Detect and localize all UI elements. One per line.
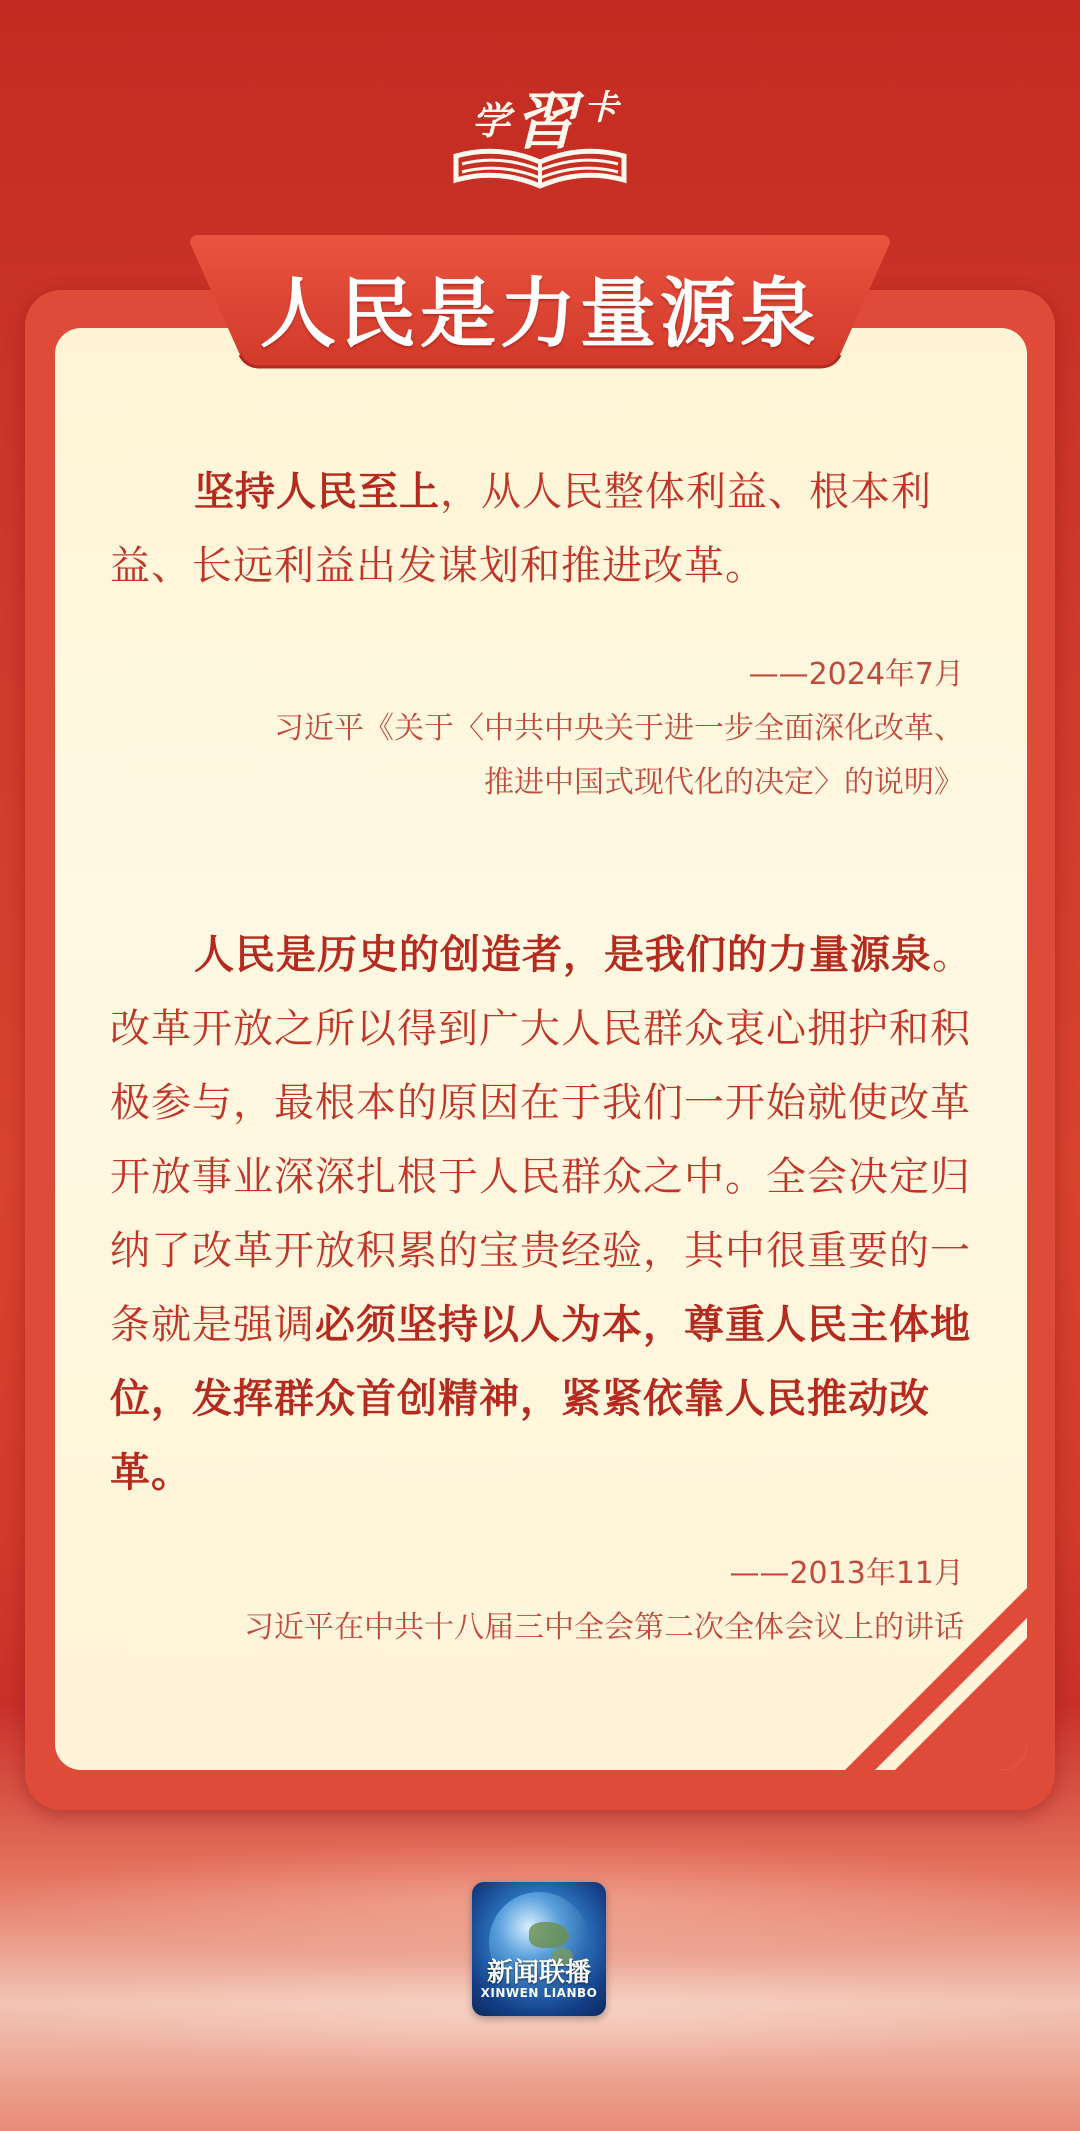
study-card-logo	[450, 72, 630, 192]
logo-char-2: 習	[514, 85, 577, 158]
quote-2-source: 习近平在中共十八届三中全会第二次全体会议上的讲话	[244, 1610, 964, 1645]
quote-2-date: ——2013年11月	[729, 1556, 964, 1591]
news-logo-en: XINWEN LIANBO	[480, 1986, 598, 2000]
quote-1-rest: ，从人民整体利益、根本利益、长远利益出发谋划和推进改革。	[110, 469, 932, 589]
quote-2-text-1: 。改革开放之所以得到广大人民群众衷心拥护和积极参与，最根本的原因在于我们一开始就使改革开放事业深深扎根于人民群众之中。全会决定归纳了改革开放积累的宝贵经验，其中很重要的一条就是强调	[110, 932, 973, 1348]
quote-2-bold-1: 人民是历史的创造者，是我们的力量源泉	[194, 931, 932, 978]
title-banner	[190, 235, 890, 370]
page-title: 人民是力量源泉	[260, 269, 820, 358]
quote-1-bold: 坚持人民至上	[194, 468, 440, 515]
open-book-icon	[450, 142, 630, 194]
quote-1-date: ——2024年7月	[748, 657, 964, 692]
quote-1-source-line2: 推进中国式现代化的决定〉的说明》	[484, 765, 964, 800]
logo-char-1: 学	[472, 98, 511, 143]
quote-2-bold-2: 必须坚持以人为本，尊重人民主体地位，发挥群众首创精神，紧紧依靠人民推动改革。	[110, 1301, 971, 1496]
news-logo-cn: 新闻联播	[486, 1958, 591, 1988]
quote-1-source-line1: 习近平《关于〈中共中央关于进一步全面深化改革、	[274, 711, 964, 746]
logo-char-3: 卡	[584, 88, 618, 128]
quote-2-text	[110, 918, 980, 1510]
quote-1-attribution	[274, 648, 964, 810]
quote-1-text	[110, 455, 980, 603]
quote-2-attribution	[244, 1547, 964, 1655]
xinwen-lianbo-logo	[472, 1882, 606, 2016]
